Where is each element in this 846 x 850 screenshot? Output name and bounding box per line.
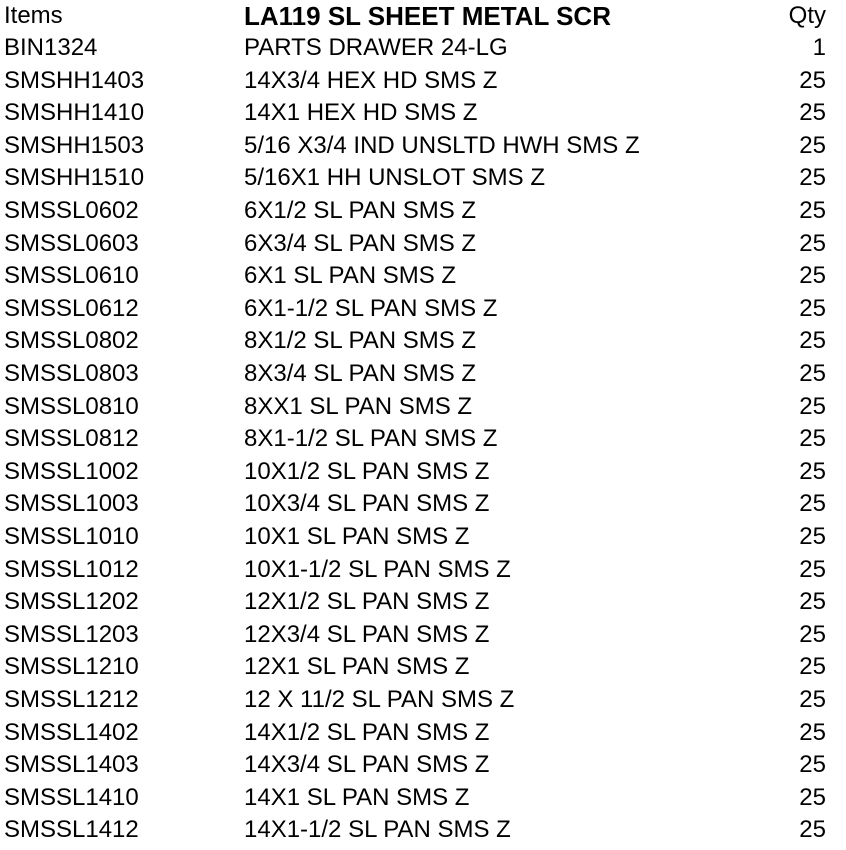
item-description: 10X1/2 SL PAN SMS Z xyxy=(244,457,490,485)
table-row xyxy=(0,816,846,849)
item-quantity: 25 xyxy=(799,588,826,616)
table-row xyxy=(0,784,846,817)
item-quantity: 25 xyxy=(799,686,826,713)
item-description: 10X3/4 SL PAN SMS Z xyxy=(244,490,490,518)
item-description: 6X3/4 SL PAN SMS Z xyxy=(244,229,477,257)
table-row xyxy=(0,327,846,360)
table-row xyxy=(0,653,846,686)
table-row xyxy=(0,458,846,491)
table-row xyxy=(0,523,846,556)
item-code: SMSSL0603 xyxy=(4,229,139,257)
item-quantity: 25 xyxy=(799,360,826,387)
item-quantity: 25 xyxy=(799,131,826,159)
item-code: SMSSL1003 xyxy=(4,490,139,518)
item-code: SMSSL0602 xyxy=(4,197,139,224)
item-quantity: 25 xyxy=(799,262,826,290)
item-code: SMSSL0810 xyxy=(4,392,139,420)
item-code: SMSSL0812 xyxy=(4,425,139,453)
item-description: 14X3/4 HEX HD SMS Z xyxy=(244,66,498,94)
table-row xyxy=(0,556,846,589)
table-row xyxy=(0,99,846,132)
item-code: SMSSL0803 xyxy=(4,360,139,387)
item-description: 10X1 SL PAN SMS Z xyxy=(244,523,470,550)
table-row xyxy=(0,425,846,458)
item-quantity: 25 xyxy=(799,457,826,485)
item-quantity: 25 xyxy=(799,653,826,681)
table-row xyxy=(0,34,846,67)
item-description: 14X1/2 SL PAN SMS Z xyxy=(244,718,490,746)
item-description: 6X1 SL PAN SMS Z xyxy=(244,262,457,290)
item-quantity: 25 xyxy=(799,294,826,322)
item-quantity: 25 xyxy=(799,197,826,224)
table-row xyxy=(0,588,846,621)
item-code: SMSSL1412 xyxy=(4,816,139,844)
item-code: SMSHH1510 xyxy=(4,164,145,192)
item-code: SMSSL1010 xyxy=(4,523,139,550)
item-quantity: 25 xyxy=(799,718,826,746)
item-description: PARTS DRAWER 24-LG xyxy=(244,34,508,61)
table-row xyxy=(0,719,846,752)
table-row xyxy=(0,197,846,230)
item-quantity: 25 xyxy=(799,66,826,94)
item-code: SMSHH1403 xyxy=(4,66,145,94)
table-row xyxy=(0,295,846,328)
table-row xyxy=(0,132,846,165)
item-code: SMSSL1210 xyxy=(4,653,139,681)
item-quantity: 25 xyxy=(799,327,826,355)
item-quantity: 25 xyxy=(799,425,826,453)
item-quantity: 1 xyxy=(812,34,826,61)
item-code: SMSSL0802 xyxy=(4,327,139,355)
item-description: 12X1/2 SL PAN SMS Z xyxy=(244,588,490,616)
item-description: 14X1 SL PAN SMS Z xyxy=(244,783,470,811)
item-description: 14X1 HEX HD SMS Z xyxy=(244,99,478,127)
items-column-header: Items xyxy=(4,2,63,29)
item-quantity: 25 xyxy=(799,490,826,518)
item-code: SMSSL1402 xyxy=(4,718,139,746)
table-row xyxy=(0,751,846,784)
item-description: 12X1 SL PAN SMS Z xyxy=(244,653,470,681)
item-quantity: 25 xyxy=(799,229,826,257)
item-description: 12 X 11/2 SL PAN SMS Z xyxy=(244,686,515,713)
item-quantity: 25 xyxy=(799,164,826,192)
table-row xyxy=(0,360,846,393)
item-code: SMSHH1410 xyxy=(4,99,145,127)
table-row xyxy=(0,686,846,719)
item-description: 8X1-1/2 SL PAN SMS Z xyxy=(244,425,498,453)
table-row xyxy=(0,393,846,426)
page-title: LA119 SL SHEET METAL SCR xyxy=(244,1,611,31)
item-description: 6X1-1/2 SL PAN SMS Z xyxy=(244,294,498,322)
item-code: SMSSL0610 xyxy=(4,262,139,290)
item-code: SMSSL1212 xyxy=(4,686,139,713)
item-code: SMSHH1503 xyxy=(4,131,145,159)
item-code: SMSSL1403 xyxy=(4,751,139,779)
item-code: SMSSL1202 xyxy=(4,588,139,616)
item-code: BIN1324 xyxy=(4,34,98,61)
item-quantity: 25 xyxy=(799,392,826,420)
item-description: 10X1-1/2 SL PAN SMS Z xyxy=(244,555,511,583)
item-quantity: 25 xyxy=(799,751,826,779)
table-row xyxy=(0,262,846,295)
item-description: 8X3/4 SL PAN SMS Z xyxy=(244,360,477,387)
table-row xyxy=(0,230,846,263)
qty-column-header: Qty xyxy=(788,2,826,29)
item-description: 8X1/2 SL PAN SMS Z xyxy=(244,327,477,355)
table-row xyxy=(0,164,846,197)
table-row xyxy=(0,67,846,100)
item-quantity: 25 xyxy=(799,555,826,583)
item-quantity: 25 xyxy=(799,523,826,550)
table-row xyxy=(0,621,846,654)
item-quantity: 25 xyxy=(799,783,826,811)
item-description: 5/16 X3/4 IND UNSLTD HWH SMS Z xyxy=(244,131,640,159)
item-description: 12X3/4 SL PAN SMS Z xyxy=(244,620,490,648)
item-code: SMSSL1012 xyxy=(4,555,139,583)
item-description: 6X1/2 SL PAN SMS Z xyxy=(244,197,477,224)
item-quantity: 25 xyxy=(799,816,826,844)
item-quantity: 25 xyxy=(799,620,826,648)
item-description: 8XX1 SL PAN SMS Z xyxy=(244,392,473,420)
item-quantity: 25 xyxy=(799,99,826,127)
item-code: SMSSL0612 xyxy=(4,294,139,322)
item-code: SMSSL1203 xyxy=(4,620,139,648)
item-code: SMSSL1002 xyxy=(4,457,139,485)
item-description: 14X1-1/2 SL PAN SMS Z xyxy=(244,816,511,844)
header-row xyxy=(0,2,846,35)
item-description: 14X3/4 SL PAN SMS Z xyxy=(244,751,490,779)
item-code: SMSSL1410 xyxy=(4,783,139,811)
table-row xyxy=(0,490,846,523)
item-description: 5/16X1 HH UNSLOT SMS Z xyxy=(244,164,545,192)
